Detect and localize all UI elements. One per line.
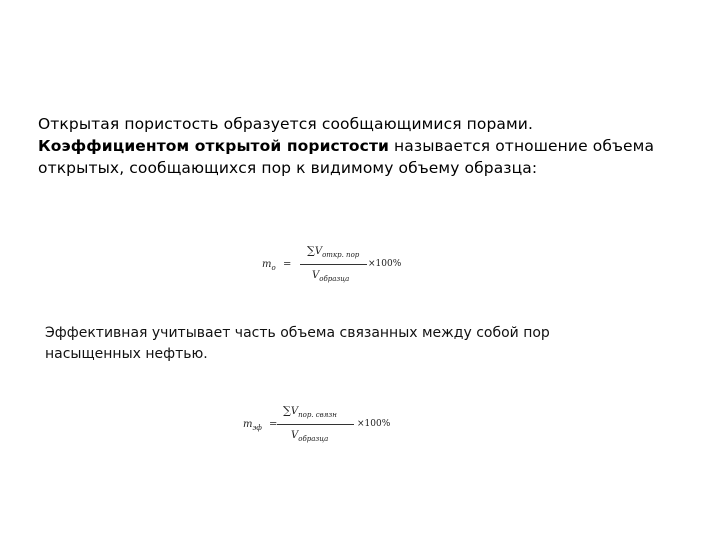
formula-denominator: $V_{образца}$	[312, 270, 350, 283]
formula-multiplier: ×100%	[357, 419, 391, 429]
effective-porosity-formula	[243, 404, 403, 450]
bold-term: Коэффициентом открытой пористости	[38, 137, 390, 155]
open-porosity-formula	[262, 244, 422, 290]
paragraph-line: открытых, сообщающихся пор к видимому объему образца:	[38, 159, 538, 177]
paragraph-line: Открытая пористость образуется сообщающимися порами.	[38, 115, 534, 133]
formula-equals: =	[269, 419, 278, 430]
formula-numerator: $\sum V_{откр. пор}$	[307, 244, 360, 259]
open-porosity-paragraph	[38, 113, 698, 179]
paragraph-text: называется отношение объема	[389, 137, 655, 155]
formula-multiplier: ×100%	[368, 259, 402, 269]
paragraph-line: насыщенных нефтью.	[45, 346, 208, 362]
paragraph-line	[38, 135, 698, 157]
formula-numerator: $\sum V_{пор. связн}$	[283, 404, 337, 419]
fraction-bar	[277, 424, 354, 425]
formula-equals: =	[283, 259, 292, 270]
effective-porosity-paragraph	[45, 323, 665, 365]
formula-lhs: $m_{эф}$	[243, 419, 262, 432]
fraction-bar	[300, 264, 367, 265]
paragraph-line: Эффективная учитывает часть объема связанных между собой пор	[45, 325, 550, 341]
formula-denominator: $V_{образца}$	[291, 430, 329, 443]
formula-lhs: $m_o$	[262, 259, 276, 272]
